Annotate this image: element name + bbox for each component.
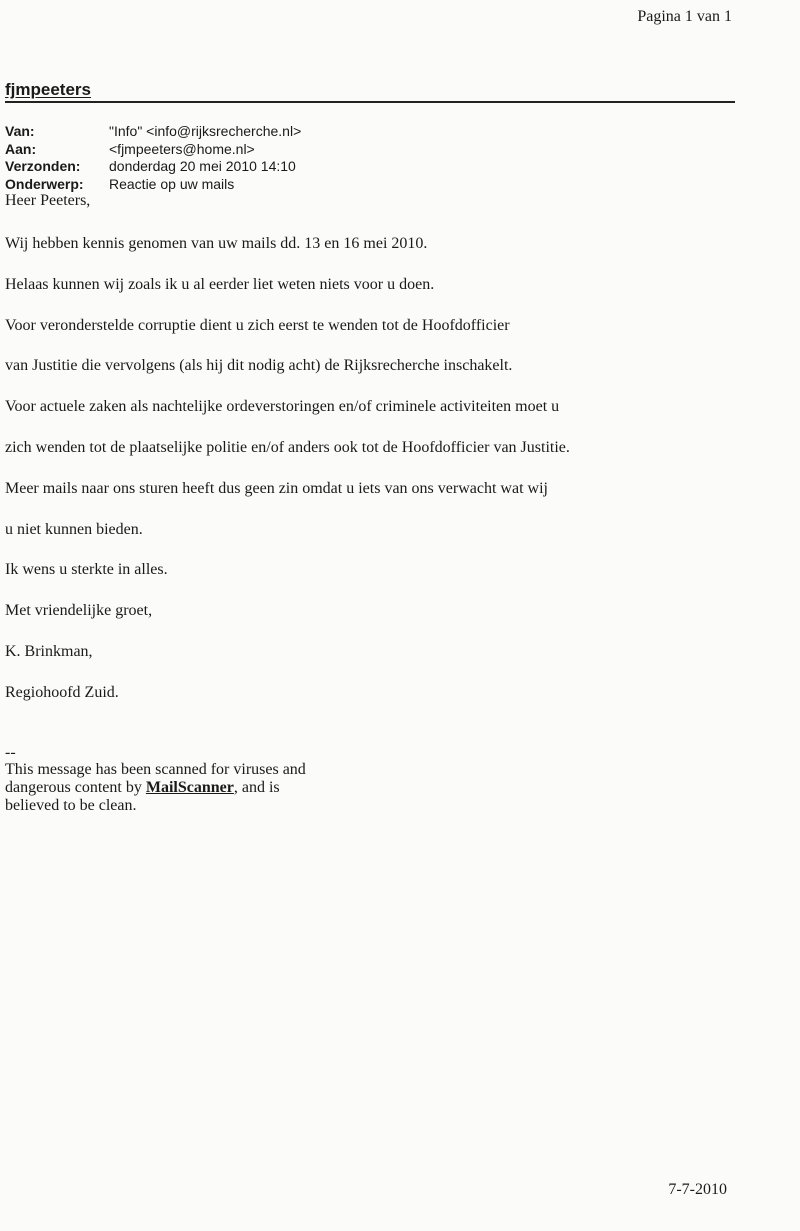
footer-separator: -- [5,744,16,761]
subject-value: Reactie op uw mails [109,175,235,192]
body-line: zich wenden tot de plaatselijke politie en/of anders ook tot de Hoofdofficier van Justitie. [5,438,570,456]
signature-title: Regiohoofd Zuid. [5,683,119,701]
signature-name: K. Brinkman, [5,642,93,660]
to-label: Aan: [5,140,37,157]
page-number: Pagina 1 van 1 [637,8,732,25]
sender-name: fjmpeeters [5,80,91,99]
body-line: Wij hebben kennis genomen van uw mails dd. 13 en 16 mei 2010. [5,235,428,252]
body-line: u niet kunnen bieden. [5,520,143,538]
body-line: Voor veronderstelde corruptie dient u zich eerst te wenden tot de Hoofdofficier [5,316,510,334]
sent-value: donderdag 20 mei 2010 14:10 [109,158,296,174]
footer-line: This message has been scanned for viruses and [5,761,306,778]
body-line: Helaas kunnen wij zoals ik u al eerder liet weten niets voor u doen. [5,275,435,293]
from-value: "Info" <info@rijksrecherche.nl> [109,123,302,139]
footer-line: believed to be clean. [5,797,137,814]
to-value: <fjmpeeters@home.nl> [109,140,255,157]
body-line: Voor actuele zaken als nachtelijke ordeverstoringen en/of criminele activiteiten moet u [5,398,560,416]
sent-row [5,158,301,176]
scanner-footer [5,745,365,815]
mailscanner-link[interactable]: MailScanner [145,779,234,796]
header-divider [5,101,735,103]
body-line: Ik wens u sterkte in alles. [5,561,168,579]
email-body [5,191,745,724]
greeting: Heer Peeters, [5,192,91,209]
from-row [5,123,301,141]
to-row [5,141,301,159]
from-label: Van: [5,123,35,139]
subject-label: Onderwerp: [5,175,84,192]
body-line: Meer mails naar ons sturen heeft dus geen zin omdat u iets van ons verwacht wat wij [5,479,548,497]
sent-label: Verzonden: [5,158,81,174]
footer-line [5,779,365,797]
print-date: 7-7-2010 [668,1181,727,1198]
footer-text: , and is [233,779,280,796]
body-line: van Justitie die vervolgens (als hij dit nodig acht) de Rijksrecherche inschakelt. [5,357,513,375]
footer-text: dangerous content by [5,779,146,796]
email-header [5,123,301,193]
closing: Met vriendelijke groet, [5,602,153,620]
